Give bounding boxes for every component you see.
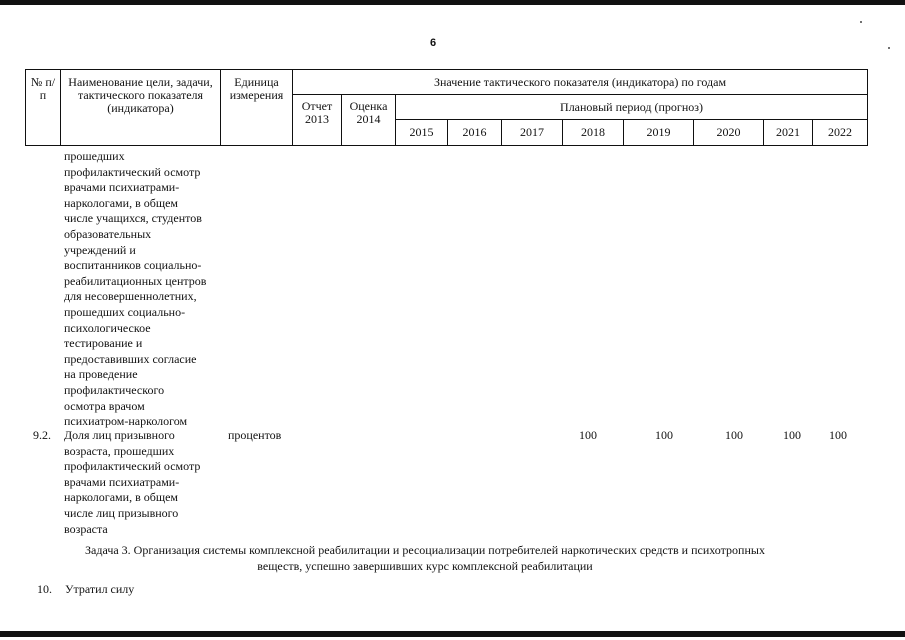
indicator-table-header: [25, 69, 868, 146]
name-line: наркологами, в общем: [64, 490, 178, 505]
description-line: наркологами, в общем: [64, 195, 178, 210]
row-9-2-value-2019: 100: [655, 428, 673, 442]
description-line: осмотра врачом: [64, 398, 145, 413]
header-report-2013: Отчет 2013: [293, 95, 342, 146]
name-line: возраста: [64, 521, 108, 536]
description-line: психиатром-наркологом: [64, 414, 188, 429]
task-3-heading: [30, 542, 820, 574]
row-9-2-value-2020: 100: [725, 428, 743, 442]
header-plan-period: Плановый период (прогноз): [396, 95, 868, 120]
scan-border-bottom: [0, 631, 905, 637]
description-line: профилактический осмотр: [64, 164, 201, 179]
description-line: образовательных: [64, 226, 152, 241]
name-line: профилактический осмотр: [64, 459, 201, 474]
row-10-number: 10.: [37, 582, 52, 596]
description-line: психологическое: [64, 320, 151, 335]
description-line: профилактического: [64, 382, 165, 397]
row-9-2-unit: процентов: [228, 428, 282, 442]
task-3-line-2: веществ, успешно завершивших курс комплексной реабилитации: [257, 559, 593, 573]
row-9-2-number: 9.2.: [33, 428, 51, 442]
header-num: № п/п: [26, 70, 61, 146]
description-line: предоставивших согласие: [64, 351, 197, 366]
description-line: врачами психиатрами-: [64, 180, 180, 195]
row-10-text: Утратил силу: [65, 582, 135, 596]
header-year: 2020: [694, 120, 764, 146]
description-line: учреждений и: [64, 242, 136, 257]
row-9-2-value-2021: 100: [783, 428, 801, 442]
scan-speck: [888, 47, 890, 49]
page-number: 6: [429, 37, 437, 49]
description-line: для несовершеннолетних,: [64, 289, 197, 304]
scan-speck: [860, 21, 862, 23]
header-unit: Единица измерения: [221, 70, 293, 146]
header-values-title: Значение тактического показателя (индикатора) по годам: [293, 70, 868, 95]
header-year: 2019: [624, 120, 694, 146]
header-year: 2022: [813, 120, 868, 146]
description-line: реабилитационных центров: [64, 273, 207, 288]
description-line: воспитанников социально-: [64, 258, 202, 273]
header-year: 2021: [764, 120, 813, 146]
header-year: 2017: [502, 120, 563, 146]
scan-border-top: [0, 0, 905, 5]
task-3-line-1: Задача 3. Организация системы комплексной реабилитации и ресоциализации потребителей наркотических средств и психотропных: [85, 543, 765, 557]
row-9-2-name: [64, 428, 200, 537]
header-year: 2015: [396, 120, 448, 146]
header-year: 2016: [448, 120, 502, 146]
name-line: Доля лиц призывного: [64, 428, 175, 442]
description-line: прошедших социально-: [64, 304, 186, 319]
header-year: 2018: [563, 120, 624, 146]
header-name: Наименование цели, задачи, тактического показателя (индикатора): [61, 70, 221, 146]
name-line: возраста, прошедших: [64, 443, 175, 458]
name-line: числе лиц призывного: [64, 505, 179, 520]
continued-indicator-description: [64, 149, 206, 430]
description-line: на проведение: [64, 367, 138, 382]
header-estimate-2014: Оценка 2014: [342, 95, 396, 146]
description-line: тестирование и: [64, 336, 143, 351]
name-line: врачами психиатрами-: [64, 474, 180, 489]
description-line: числе учащихся, студентов: [64, 211, 202, 226]
row-9-2-value-2022: 100: [829, 428, 847, 442]
row-9-2-value-2018: 100: [579, 428, 597, 442]
description-line: прошедших: [64, 149, 125, 163]
